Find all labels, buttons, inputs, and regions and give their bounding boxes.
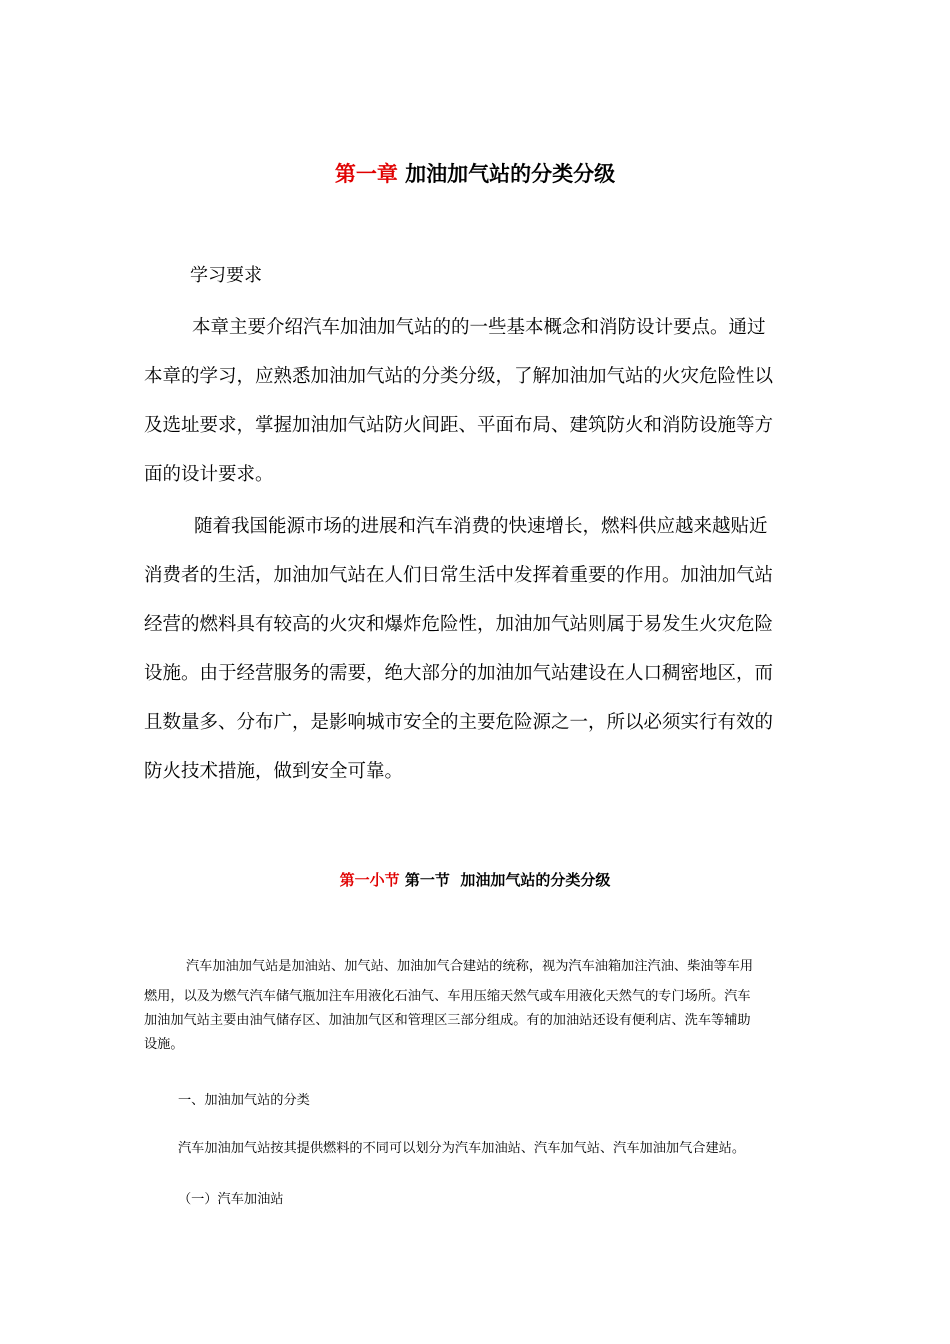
section-label: 第一小节 <box>339 871 400 889</box>
paragraph-line: 防火技术措施，做到安全可靠。 <box>144 761 404 782</box>
study-requirements-heading: 学习要求 <box>190 265 262 286</box>
section-title <box>0 868 950 892</box>
paragraph-line: 本章的学习，应熟悉加油加气站的分类分级，了解加油加气站的火灾危险性以 <box>144 366 774 387</box>
paragraph-line: 燃用，以及为燃气汽车储气瓶加注车用液化石油气、车用压缩天然气或车用液化天然气的专门场所。汽车 <box>144 989 751 1004</box>
chapter-title-text: 加油加气站的分类分级 <box>405 162 616 186</box>
paragraph-line: 且数量多、分布广，是影响城市安全的主要危险源之一，所以必须实行有效的 <box>144 712 774 733</box>
paragraph-line: 汽车加油加气站是加油站、加气站、加油加气合建站的统称，视为汽车油箱加注汽油、柴油等车用 <box>186 959 754 974</box>
classification-subheading: （一）汽车加油站 <box>178 1192 284 1207</box>
overview-paragraph <box>144 955 809 1057</box>
paragraph-line: 设施。由于经营服务的需要，绝大部分的加油加气站建设在人口稠密地区，而 <box>144 663 774 684</box>
section-title-text: 加油加气站的分类分级 <box>460 871 611 889</box>
classification-text: 汽车加油加气站按其提供燃料的不同可以划分为汽车加油站、汽车加气站、汽车加油加气合建站。 <box>178 1141 746 1156</box>
paragraph-line: 经营的燃料具有较高的火灾和爆炸危险性，加油加气站则属于易发生火灾危险 <box>144 614 774 635</box>
classification-heading: 一、加油加气站的分类 <box>178 1093 310 1108</box>
paragraph-line: 及选址要求，掌握加油加气站防火间距、平面布局、建筑防火和消防设施等方 <box>144 415 774 436</box>
paragraph-line: 面的设计要求。 <box>144 464 274 485</box>
study-requirements-paragraph <box>144 303 804 499</box>
paragraph-line: 设施。 <box>144 1037 184 1052</box>
section-number: 第一节 <box>404 871 450 889</box>
paragraph-line: 随着我国能源市场的进展和汽车消费的快速增长，燃料供应越来越贴近 <box>194 516 768 537</box>
paragraph-line: 加油加气站主要由油气储存区、加油加气区和管理区三部分组成。有的加油站还设有便利店、洗车等辅助 <box>144 1013 751 1028</box>
chapter-title <box>0 158 950 190</box>
paragraph-line: 消费者的生活，加油加气站在人们日常生活中发挥着重要的作用。加油加气站 <box>144 565 774 586</box>
background-paragraph <box>144 502 804 796</box>
paragraph-line: 本章主要介绍汽车加油加气站的的一些基本概念和消防设计要点。通过 <box>192 317 766 338</box>
chapter-label: 第一章 <box>334 162 398 186</box>
